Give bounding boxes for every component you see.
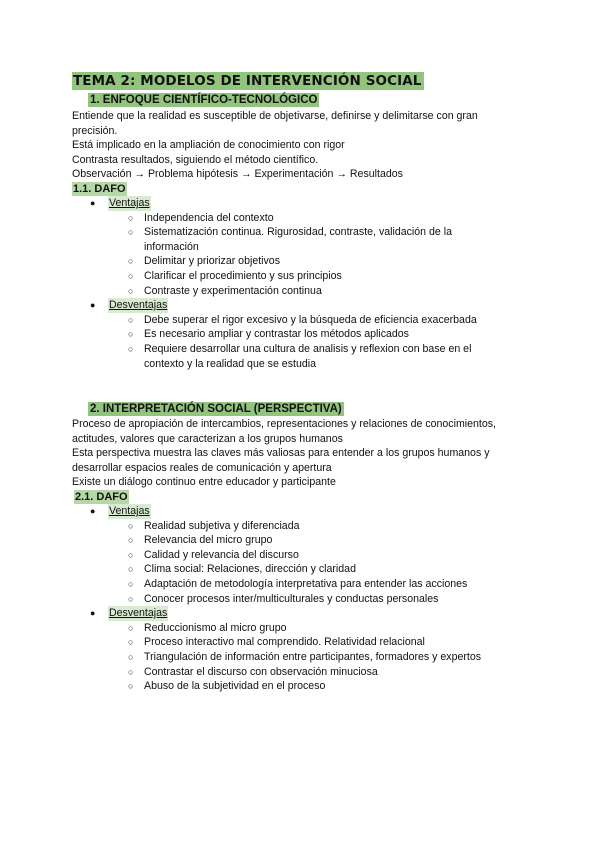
circle-bullet-icon: ○ — [128, 256, 134, 267]
page-title: TEMA 2: MODELOS DE INTERVENCIÓN SOCIAL — [73, 73, 422, 89]
list-item: ○ Contraste y experimentación continua — [128, 284, 322, 297]
circle-bullet-icon: ○ — [128, 622, 134, 633]
paragraph: Entiende que la realidad es susceptible de objetivarse, definirse y delimitarse con gran precisión. — [72, 110, 478, 137]
paragraph: Contrasta resultados, siguiendo el método científico. — [72, 153, 319, 166]
ventajas-bullet — [90, 504, 488, 519]
circle-bullet-icon: ○ — [128, 593, 134, 604]
circle-bullet-icon: ○ — [128, 564, 134, 575]
circle-bullet-icon: ○ — [128, 343, 134, 354]
list-item: ○ Triangulación de información entre participantes, formadores y expertos — [128, 650, 482, 663]
list-item: ○ Proceso interactivo mal comprendido. Relatividad relacional — [128, 636, 425, 649]
desventajas-list — [128, 313, 488, 371]
list-item: ○ Reduccionismo al micro grupo — [128, 621, 287, 634]
list-item: ○ Contrastar el discurso con observación minuciosa — [128, 665, 378, 678]
ventajas-label: Ventajas — [109, 197, 150, 209]
circle-bullet-icon: ○ — [128, 314, 134, 325]
section-1-dafo-heading: 1.1. DAFO — [73, 183, 126, 195]
circle-bullet-icon: ○ — [128, 270, 134, 281]
list-item: ○ Requiere desarrollar una cultura de analisis y reflexion con base en el contexto y la realidad que se estudia — [128, 342, 472, 370]
ventajas-label: Ventajas — [109, 505, 150, 517]
paragraph: Proceso de apropiación de intercambios, representaciones y relaciones de conocimientos, actitudes, valores que caracterizan a los grupos humanos — [72, 418, 496, 445]
list-item: ○ Delimitar y priorizar objetivos — [128, 255, 280, 268]
section-1-paragraphs — [72, 109, 512, 182]
circle-bullet-icon: ○ — [128, 227, 134, 238]
list-item: ○ Es necesario ampliar y contrastar los métodos aplicados — [128, 328, 409, 341]
circle-bullet-icon: ○ — [128, 549, 134, 560]
circle-bullet-icon: ○ — [128, 578, 134, 589]
circle-bullet-icon: ○ — [128, 637, 134, 648]
list-item: ○ Debe superar el rigor excesivo y la búsqueda de eficiencia exacerbada — [128, 313, 477, 326]
list-item: ○ Abuso de la subjetividad en el proceso — [128, 680, 326, 693]
section-2-dafo-list — [90, 504, 488, 694]
list-item: ○ Clarificar el procedimiento y sus principios — [128, 269, 342, 282]
circle-bullet-icon: ○ — [128, 681, 134, 692]
ventajas-list — [128, 519, 488, 607]
ventajas-bullet — [90, 196, 488, 211]
paragraph: Existe un diálogo continuo entre educador y participante — [72, 476, 336, 489]
list-item: ○ Sistematización continua. Rigurosidad, contraste, validación de la información — [128, 226, 452, 253]
paragraph: Está implicado en la ampliación de conocimiento con rigor — [72, 139, 345, 152]
circle-bullet-icon: ○ — [128, 535, 134, 546]
list-item: ○ Conocer procesos inter/multiculturales y conductas personales — [128, 592, 439, 605]
circle-bullet-icon: ○ — [128, 212, 134, 223]
section-2-heading: 2. INTERPRETACIÓN SOCIAL (PERSPECTIVA) — [90, 403, 342, 415]
desventajas-bullet — [90, 606, 488, 621]
bullet-icon: ● — [90, 608, 96, 619]
circle-bullet-icon: ○ — [128, 520, 134, 531]
list-item: ○ Clima social: Relaciones, dirección y claridad — [128, 563, 356, 576]
desventajas-bullet — [90, 298, 488, 313]
ventajas-list — [128, 211, 488, 299]
list-item: ○ Relevancia del micro grupo — [128, 534, 273, 547]
section-2-paragraphs — [72, 417, 522, 490]
bullet-icon: ● — [90, 198, 96, 208]
circle-bullet-icon: ○ — [128, 285, 134, 296]
paragraph: Esta perspectiva muestra las claves más valiosas para entender a los grupos humanos y desarrollar espacios reales de comunicación y apertura — [72, 447, 490, 474]
section-1-heading: 1. ENFOQUE CIENTÍFICO-TECNOLÓGICO — [90, 94, 318, 106]
list-item: ○ Adaptación de metodología interpretativa para entender las acciones — [128, 577, 468, 590]
circle-bullet-icon: ○ — [128, 666, 134, 677]
desventajas-list — [128, 621, 488, 694]
section-2-dafo-heading: 2.1. DAFO — [75, 491, 128, 503]
list-item: ○ Calidad y relevancia del discurso — [128, 548, 299, 561]
bullet-icon: ● — [90, 300, 96, 311]
desventajas-label: Desventajas — [109, 607, 168, 620]
list-item: ○ Independencia del contexto — [128, 211, 274, 224]
circle-bullet-icon: ○ — [128, 329, 134, 340]
bullet-icon: ● — [90, 506, 96, 516]
circle-bullet-icon: ○ — [128, 651, 134, 662]
desventajas-label: Desventajas — [109, 299, 168, 312]
list-item: ○ Realidad subjetiva y diferenciada — [128, 519, 300, 532]
paragraph: Observación → Problema hipótesis → Experimentación → Resultados — [72, 168, 403, 181]
section-1-dafo-list — [90, 196, 488, 371]
